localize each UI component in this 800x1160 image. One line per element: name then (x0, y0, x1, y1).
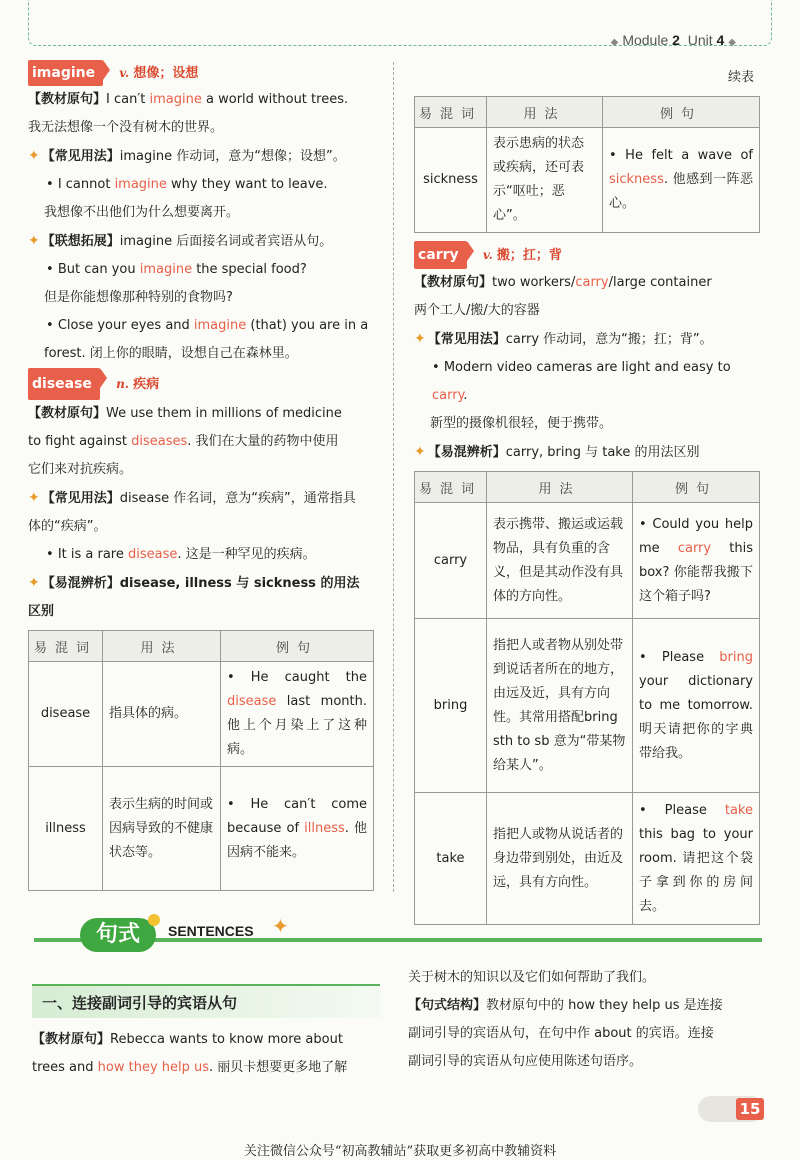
example: • But can you imagine the special food? (46, 262, 307, 277)
usage-note: ✦ 【常见用法】imagine 作动词，意为“想像；设想”。 (28, 142, 374, 171)
kangaroo-icon: ✦ (28, 490, 40, 506)
table-cell: 表示携带、搬运或运载物品，具有负重的含义，但是其动作没有具体的方向性。 (487, 503, 633, 619)
definition: 疾病 (133, 377, 160, 392)
table-cell: sickness (415, 128, 487, 233)
module-unit-label: ◆ Module 2 Unit 4 ◆ (610, 32, 736, 48)
source-translation: 它们来对抗疾病。 (28, 462, 133, 477)
source-line: 【教材原句】Rebecca wants to know more about (32, 1032, 343, 1047)
table-cell: • He felt a wave of sickness. 他感到一阵恶心。 (603, 128, 760, 233)
subsection-title: 一、连接副词引导的宾语从句 (32, 984, 380, 1018)
table-cell: take (415, 793, 487, 925)
kangaroo-icon: ✦ (414, 331, 426, 347)
table-header: 易混词 (415, 97, 487, 128)
kangaroo-icon: ✦ (28, 148, 40, 164)
structure-note-cont: 副词引导的宾语从句应使用陈述句语序。 (408, 1054, 643, 1069)
word-tag: imagine (28, 60, 103, 86)
part-of-speech: v. (482, 248, 493, 262)
table-cell: disease (29, 662, 103, 767)
section-label: SENTENCES (168, 923, 254, 939)
usage-note: ✦ 【常见用法】disease 作名词，意为“疾病”，通常指具 (28, 484, 374, 513)
source-translation: 我无法想像一个没有树木的世界。 (28, 120, 224, 135)
kangaroo-icon: ✦ (28, 575, 40, 591)
source-line: trees and how they help us. 丽贝卡想要更多地了解 (32, 1060, 348, 1075)
example: • Modern video cameras are light and easy to carry. (432, 360, 731, 403)
word-tag: disease (28, 368, 100, 400)
table-row (29, 767, 374, 891)
extension-note: ✦ 【联想拓展】imagine 后面接名词或者宾语从句。 (28, 227, 374, 256)
carry-bring-take-table (414, 471, 760, 925)
right-column (414, 92, 760, 925)
table-cell: • He caught the disease last month. 他上个月染上了这种病。 (221, 662, 374, 767)
table-cell: • He can′t come because of illness. 他因病不能来。 (221, 767, 374, 891)
definition: 想像；设想 (133, 66, 199, 81)
example-translation: 但是你能想像那种特别的食物吗? (44, 290, 233, 305)
disease-comparison-table (28, 630, 374, 891)
table-cell: • Could you help me carry this box? 你能帮我搬下这个箱子吗? (633, 503, 760, 619)
section-dot (148, 914, 160, 926)
table-row (29, 662, 374, 767)
table-cell: illness (29, 767, 103, 891)
column-divider (393, 62, 394, 892)
example: • Close your eyes and imagine (that) you are in a (46, 318, 369, 333)
table-cell: 表示生病的时间或因病导致的不健康状态等。 (103, 767, 221, 891)
definition: 搬；扛；背 (496, 248, 562, 263)
table-cell: bring (415, 619, 487, 793)
table-header: 用法 (103, 631, 221, 662)
part-of-speech: n. (116, 377, 129, 391)
footer-note: 关注微信公众号“初高教辅站”获取更多初高中教辅资料 (243, 1144, 557, 1159)
table-cell: 指具体的病。 (103, 662, 221, 767)
example-translation: 我想像不出他们为什么想要离开。 (44, 205, 240, 220)
table-cell: carry (415, 503, 487, 619)
kangaroo-icon: ✦ (28, 233, 40, 249)
page-number: 15 (736, 1098, 764, 1120)
example: • I cannot imagine why they want to leave. (46, 177, 328, 192)
continued-label: 续表 (727, 70, 754, 85)
table-header: 用法 (487, 97, 603, 128)
table-header: 例句 (603, 97, 760, 128)
table-cell: 指把人或物从说话者的身边带到别处，由近及远，具有方向性。 (487, 793, 633, 925)
source-sentence: 【教材原句】two workers/carry/large container (414, 275, 712, 290)
table-cell: • Please take this bag to your room. 请把这个袋子拿到你的房间去。 (633, 793, 760, 925)
section-right-text (408, 964, 764, 1076)
table-cell: 指把人或者物从别处带到说话者所在的地方，由远及近，具有方向性。其常用搭配bring sth to sb 意为“带某物给某人”。 (487, 619, 633, 793)
table-header: 易混词 (415, 472, 487, 503)
table-row (415, 128, 760, 233)
table-cell: • Please bring your dictionary to me tomorrow. 明天请把你的字典带给我。 (633, 619, 760, 793)
table-header: 用法 (487, 472, 633, 503)
entry-carry-head (414, 241, 760, 269)
entry-imagine-head (28, 60, 374, 86)
confusion-note: ✦ 【易混辨析】carry, bring 与 take 的用法区别 (414, 438, 760, 467)
kangaroo-icon: ✦ (272, 914, 289, 938)
sickness-table (414, 96, 760, 233)
source-translation: 两个工人/搬/大的容器 (414, 303, 540, 318)
table-header: 例句 (221, 631, 374, 662)
usage-note-cont: 体的“疾病”。 (28, 519, 107, 534)
table-row (415, 793, 760, 925)
usage-note: ✦ 【常见用法】carry 作动词，意为“搬；扛；背”。 (414, 325, 760, 354)
section-source (32, 1026, 386, 1082)
confusion-note-cont: 区别 (28, 604, 55, 619)
confusion-note: ✦ 【易混辨析】disease, illness 与 sickness 的用法 (28, 569, 374, 598)
example-translation: 新型的摄像机很轻，便于携带。 (430, 416, 613, 431)
left-column (28, 60, 374, 891)
entry-disease-head (28, 368, 374, 400)
translation-cont: 关于树木的知识以及它们如何帮助了我们。 (408, 970, 656, 985)
structure-note-cont: 副词引导的宾语从句，在句中作 about 的宾语。连接 (408, 1026, 714, 1041)
source-sentence: 【教材原句】We use them in millions of medicine (28, 406, 342, 421)
source-sentence-cont: to fight against diseases. 我们在大量的药物中使用 (28, 434, 339, 449)
example: • It is a rare disease. 这是一种罕见的疾病。 (46, 547, 316, 562)
table-cell: 表示患病的状态或疾病，还可表示“呕吐；恶心”。 (487, 128, 603, 233)
table-row (415, 619, 760, 793)
source-sentence: 【教材原句】I can′t imagine a world without trees. (28, 92, 349, 107)
structure-note: 【句式结构】教材原句中的 how they help us 是连接 (408, 998, 723, 1013)
example-translation: forest. 闭上你的眼睛，设想自己在森林里。 (44, 346, 298, 361)
section-badge: 句式 (80, 918, 156, 952)
table-header: 例句 (633, 472, 760, 503)
table-row (415, 503, 760, 619)
kangaroo-icon: ✦ (414, 444, 426, 460)
table-header: 易混词 (29, 631, 103, 662)
word-tag: carry (414, 241, 467, 269)
table-header-row (29, 631, 374, 662)
part-of-speech: v. (119, 66, 130, 80)
